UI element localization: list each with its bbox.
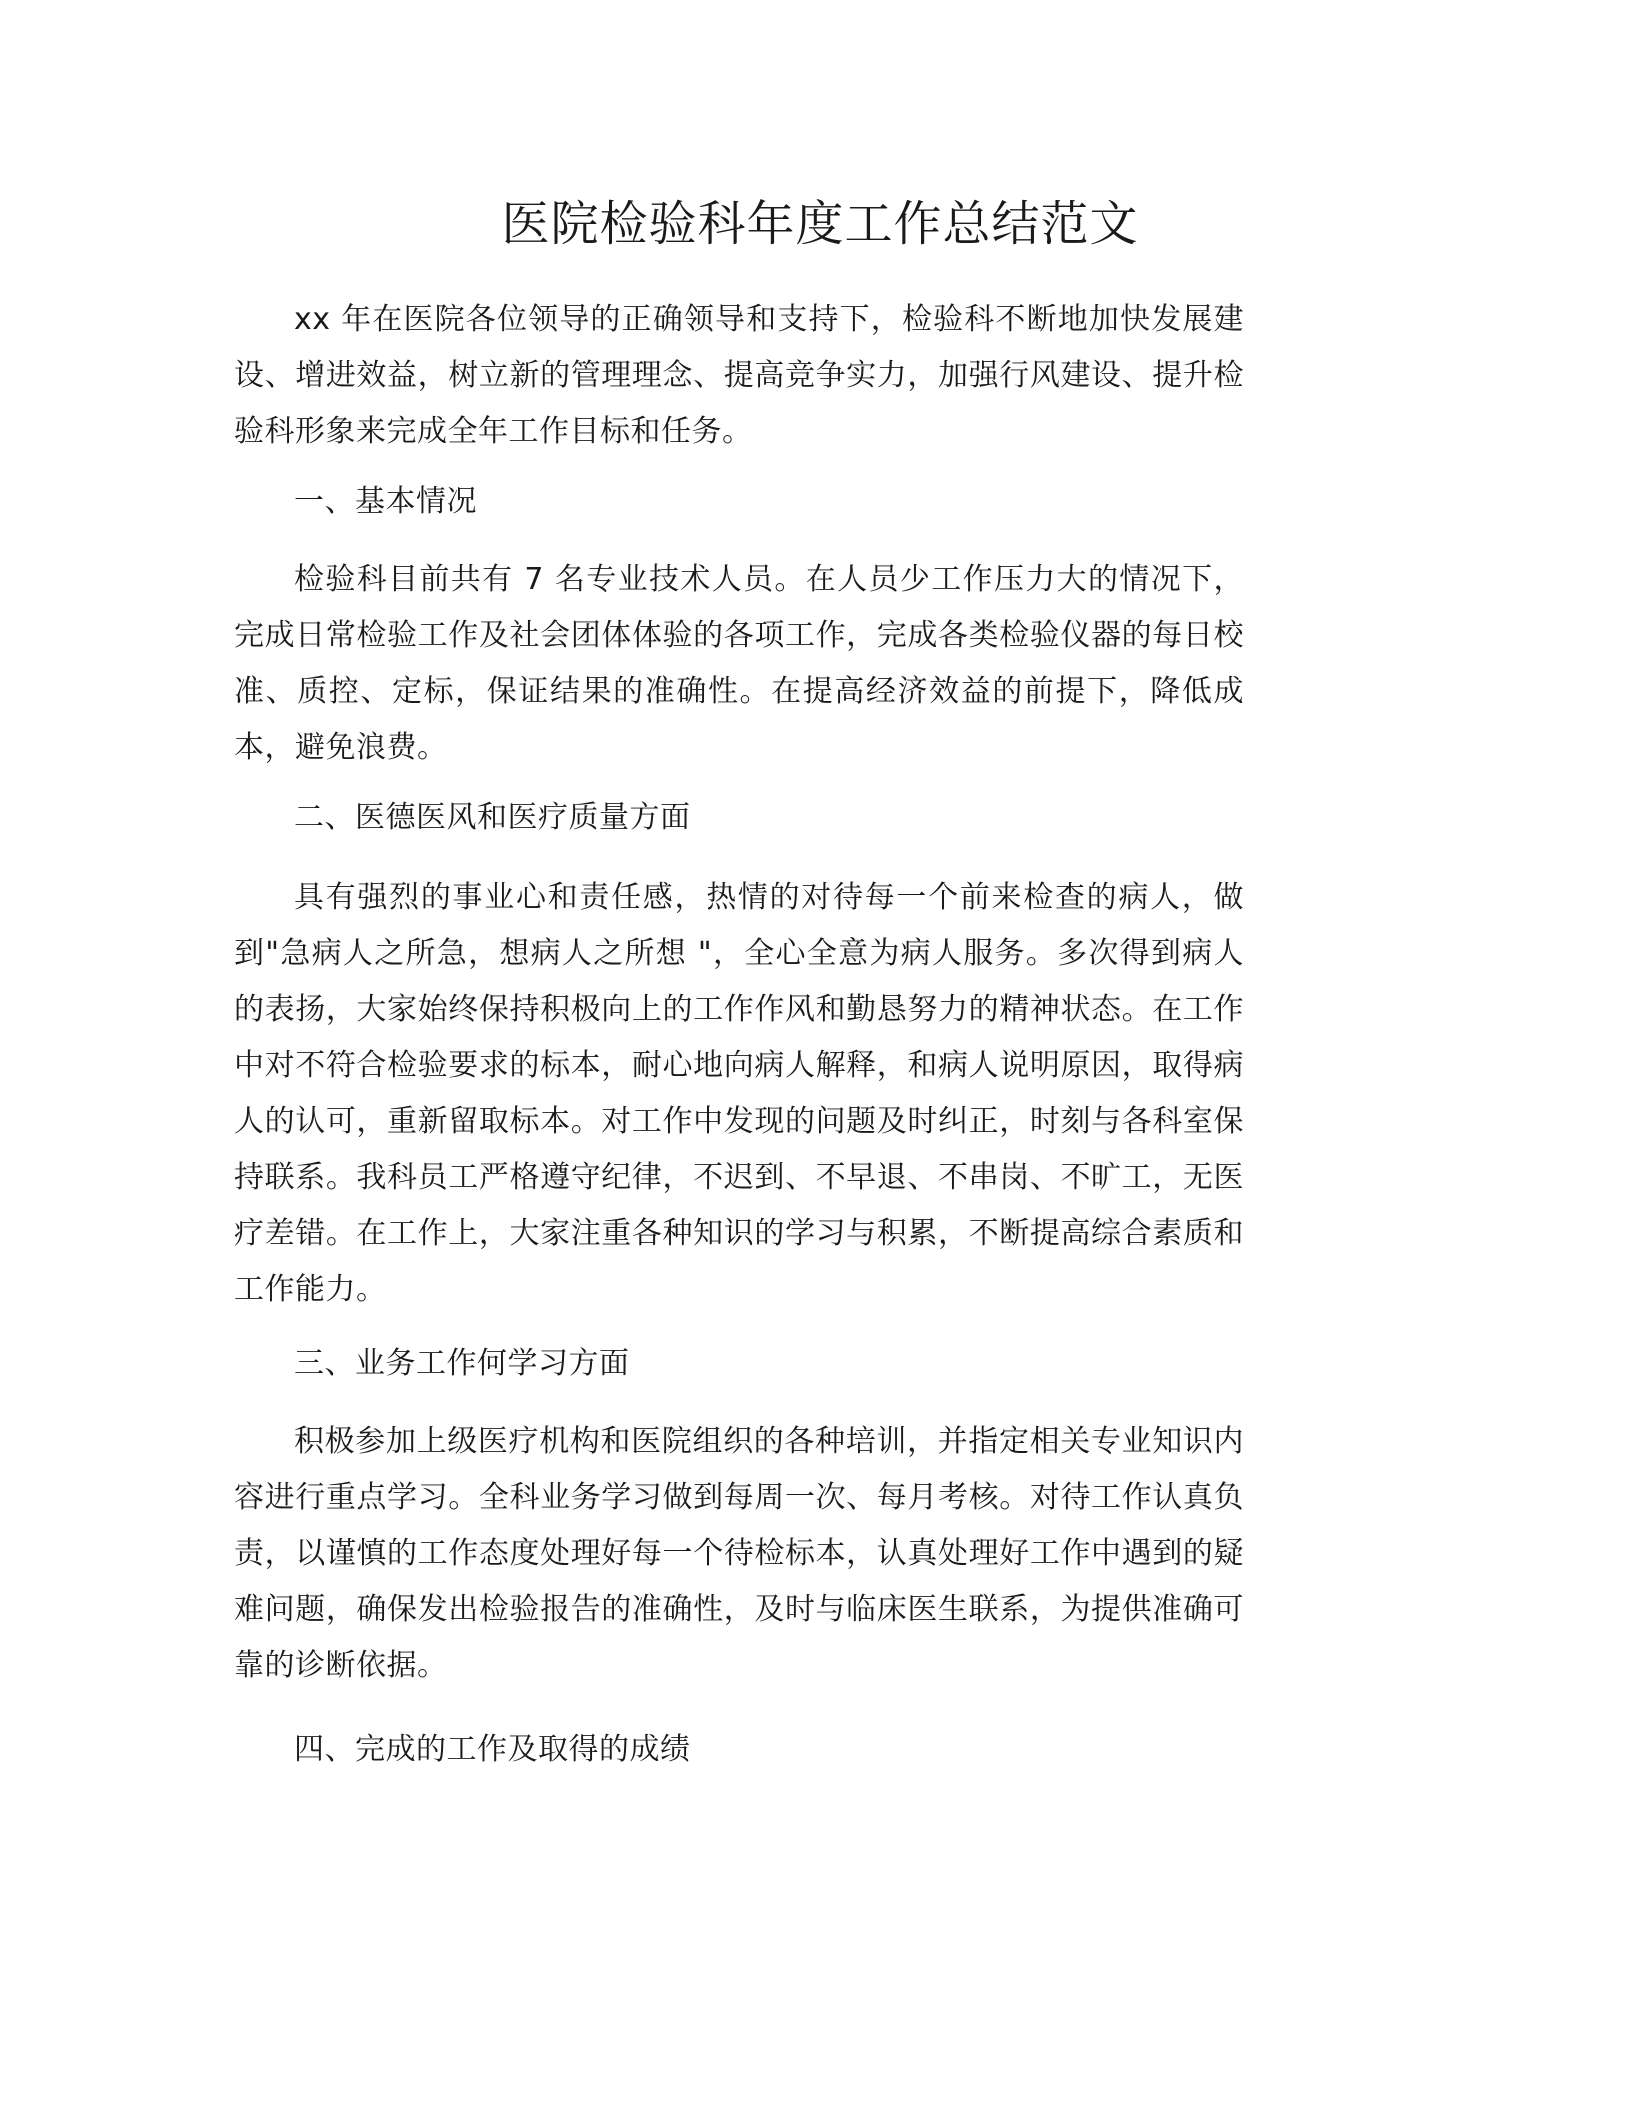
section-paragraph: 积极参加上级医疗机构和医院组织的各种培训，并指定相关专业知识内容进行重点学习。全科业务学习做到每周一次、每月考核。对待工作认真负责，以谨慎的工作态度处理好每一个待检标本，认真处理好工作中遇到的疑难问题，确保发出检验报告的准确性，及时与临床医生联系，为提供准确可靠的诊断依据。 bbox=[234, 1424, 1244, 1683]
section-4 bbox=[234, 1722, 1244, 1778]
section-paragraph: 具有强烈的事业心和责任感，热情的对待每一个前来检查的病人，做到"急病人之所急，想病人之所想 "，全心全意为病人服务。多次得到病人的表扬，大家始终保持积极向上的工作作风和勤恳努力的精神状态。在工作中对不符合检验要求的标本，耐心地向病人解释，和病人说明原因，取得病人的认可，重新留取标本。对工作中发现的问题及时纠正，时刻与各科室保持联系。我科员工严格遵守纪律，不迟到、不早退、不串岗、不旷工，无医疗差错。在工作上，大家注重各种知识的学习与积累，不断提高综合素质和工作能力。 bbox=[234, 880, 1244, 1307]
section-heading: 四、完成的工作及取得的成绩 bbox=[294, 1732, 691, 1767]
section-3-body bbox=[234, 1414, 1244, 1694]
intro-paragraph-block bbox=[234, 292, 1244, 460]
intro-paragraph: xx 年在医院各位领导的正确领导和支持下，检验科不断地加快发展建设、增进效益，树立新的管理理念、提高竞争实力，加强行风建设、提升检验科形象来完成全年工作目标和任务。 bbox=[234, 302, 1244, 449]
section-1-body bbox=[234, 552, 1244, 776]
document-title: 医院检验科年度工作总结范文 bbox=[501, 196, 1139, 252]
section-2 bbox=[234, 790, 1244, 846]
section-2-body bbox=[234, 870, 1244, 1318]
section-heading: 一、基本情况 bbox=[294, 484, 477, 519]
section-3 bbox=[234, 1336, 1244, 1392]
section-heading: 二、医德医风和医疗质量方面 bbox=[294, 800, 691, 835]
section-paragraph: 检验科目前共有 7 名专业技术人员。在人员少工作压力大的情况下，完成日常检验工作及社会团体体验的各项工作，完成各类检验仪器的每日校准、质控、定标，保证结果的准确性。在提高经济效益的前提下，降低成本，避免浪费。 bbox=[234, 562, 1244, 765]
section-heading: 三、业务工作何学习方面 bbox=[294, 1346, 630, 1381]
section-1 bbox=[234, 474, 1244, 530]
